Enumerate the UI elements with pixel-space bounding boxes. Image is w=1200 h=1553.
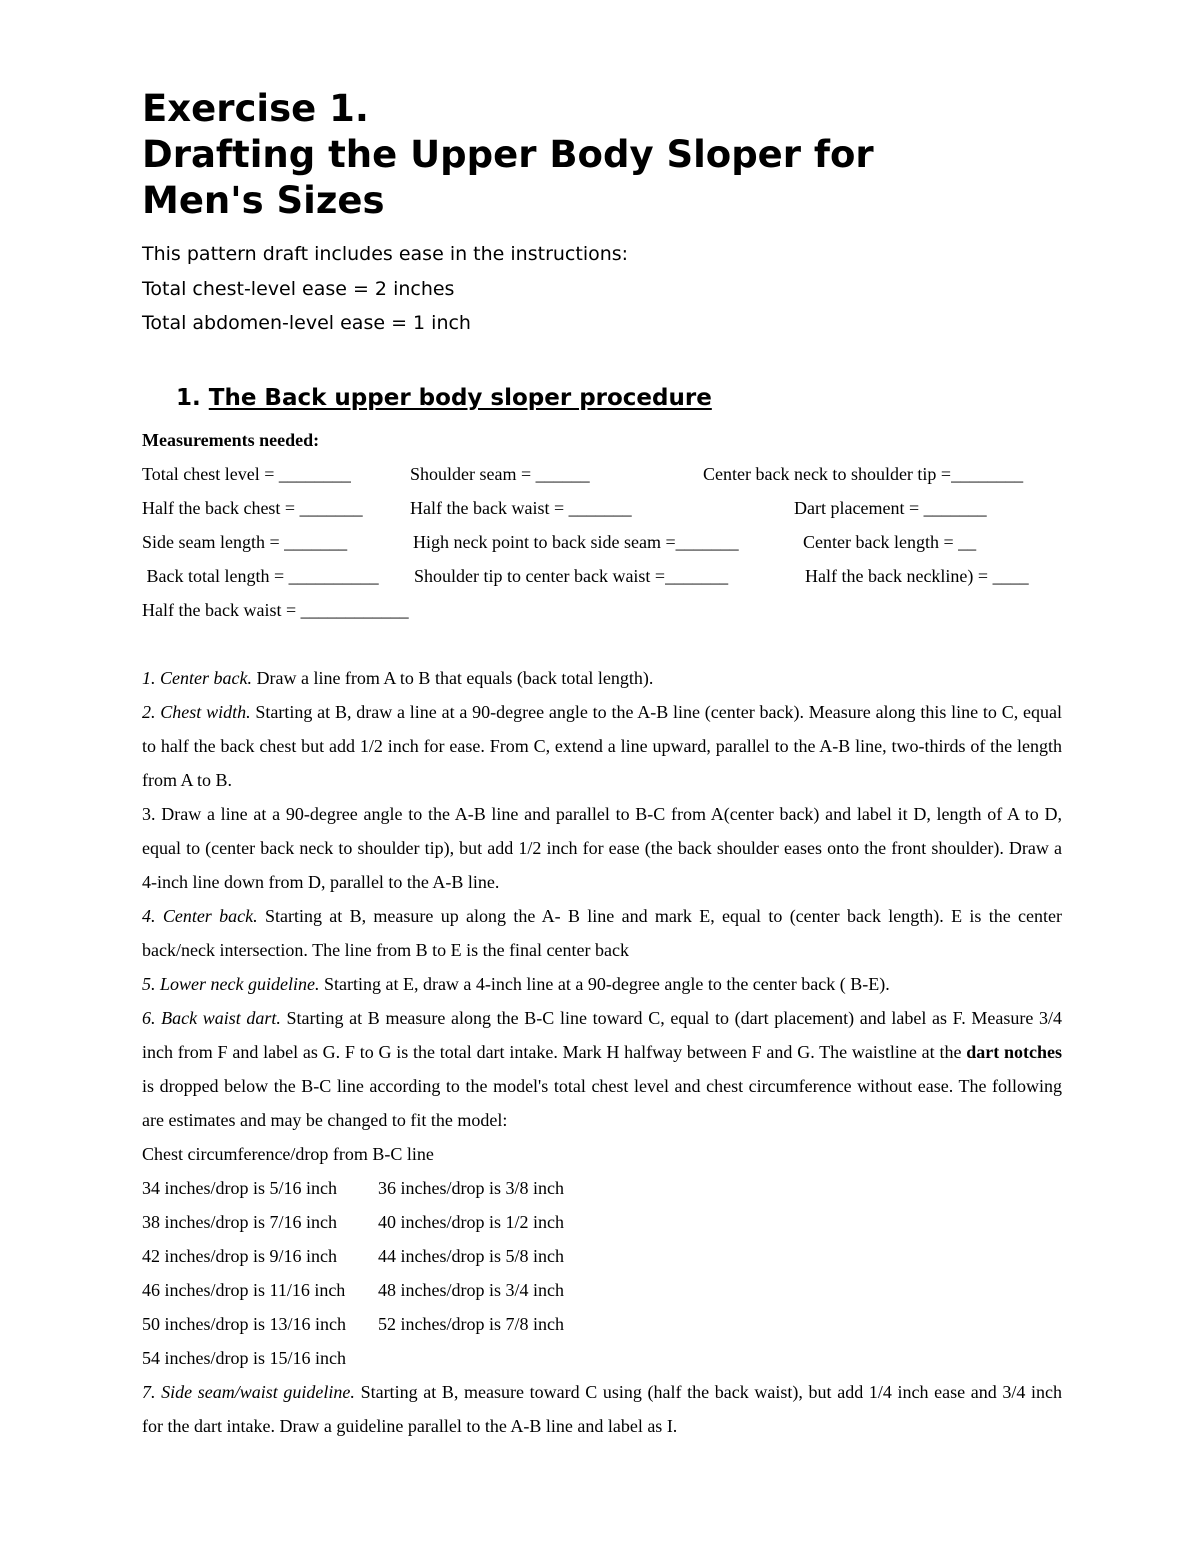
- measurement-field: Center back neck to shoulder tip =________: [703, 464, 1024, 484]
- drop-row: [142, 1341, 1062, 1375]
- intro-line-1: This pattern draft includes ease in the instructions:: [142, 243, 629, 265]
- drop-entry: 38 inches/drop is 7/16 inch: [142, 1212, 337, 1232]
- drop-entry: 44 inches/drop is 5/8 inch: [378, 1246, 564, 1266]
- step-2: [142, 695, 1062, 797]
- step-7-lead: 7. Side seam/waist guideline.: [142, 1382, 355, 1402]
- step-5: [142, 967, 1062, 1001]
- measurement-field: Dart placement = _______: [794, 498, 987, 518]
- drop-heading: Chest circumference/drop from B-C line: [142, 1144, 434, 1164]
- step-6-lead: 6. Back waist dart.: [142, 1008, 281, 1028]
- drop-entry: 34 inches/drop is 5/16 inch: [142, 1178, 337, 1198]
- measurement-row: [142, 593, 1062, 627]
- title-line-1: Exercise 1.: [142, 87, 369, 130]
- drop-entry: 46 inches/drop is 11/16 inch: [142, 1280, 346, 1300]
- intro-line-3: Total abdomen-level ease = 1 inch: [142, 312, 471, 334]
- document-body: [142, 423, 1062, 1443]
- intro-block: [142, 239, 1102, 343]
- measurement-field: Half the back neckline) = ____: [805, 566, 1029, 586]
- step-3: [142, 797, 1062, 899]
- step-1-lead: 1. Center back.: [142, 668, 252, 688]
- drop-entry: 36 inches/drop is 3/8 inch: [378, 1178, 564, 1198]
- measurement-row: [142, 491, 1062, 525]
- drop-row: [142, 1273, 1062, 1307]
- drop-entry: 40 inches/drop is 1/2 inch: [378, 1212, 564, 1232]
- step-1-text: Draw a line from A to B that equals (back total length).: [251, 668, 654, 688]
- measurement-row: [142, 559, 1062, 593]
- intro-line-2: Total chest-level ease = 2 inches: [142, 277, 455, 300]
- step-6-text-a: Starting at B measure along the B-C line toward C, equal to (dart placement) and label as F. Measure 3/4 inch from F and label as G. F to G is the total dart intake. Mark H halfway between F and G. The waistline at the: [142, 1008, 1062, 1062]
- step-6-bold: dart notches: [966, 1042, 1062, 1062]
- drop-entry: 52 inches/drop is 7/8 inch: [378, 1314, 564, 1334]
- measurement-field: Shoulder tip to center back waist =_______: [414, 566, 729, 586]
- section-title: The Back upper body sloper procedure: [208, 385, 712, 411]
- title-line-2: Drafting the Upper Body Sloper for: [142, 133, 874, 176]
- step-2-text: Starting at B, draw a line at a 90-degree angle to the A-B line (center back). Measure along this line to C, equal to half the back chest but add 1/2 inch for ease. From C, extend a line upward, parallel to the A-B line, two-thirds of the length from A to B.: [142, 702, 1062, 790]
- measurement-field: Half the back chest = _______: [142, 498, 363, 518]
- step-4-lead: 4. Center back.: [142, 906, 258, 926]
- step-7: [142, 1375, 1062, 1443]
- measurement-field: Back total length = __________: [142, 566, 379, 586]
- step-6: [142, 1001, 1062, 1137]
- drop-row: [142, 1171, 1062, 1205]
- measurement-row: [142, 525, 1062, 559]
- drop-row: [142, 1307, 1062, 1341]
- measurement-field: Total chest level = ________: [142, 464, 351, 484]
- step-2-lead: 2. Chest width.: [142, 702, 251, 722]
- measurement-field: Center back length = __: [803, 532, 977, 552]
- measurement-field: Half the back waist = ____________: [142, 600, 409, 620]
- step-4: [142, 899, 1062, 967]
- step-6-text-b: is dropped below the B-C line according to the model's total chest level and chest circumference without ease. The following are estimates and may be changed to fit the model:: [142, 1076, 1062, 1130]
- step-4-text: Starting at B, measure up along the A- B line and mark E, equal to (center back length). E is the center back/neck intersection. The line from B to E is the final center back: [142, 906, 1063, 960]
- step-1: [142, 661, 1062, 695]
- measurement-field: Shoulder seam = ______: [410, 464, 590, 484]
- measurements-label: Measurements needed:: [142, 430, 320, 450]
- measurement-field: Half the back waist = _______: [410, 498, 632, 518]
- drop-row: [142, 1205, 1062, 1239]
- title-line-3: Men's Sizes: [142, 179, 385, 222]
- drop-row: [142, 1239, 1062, 1273]
- measurement-row: [142, 457, 1062, 491]
- document-title: [142, 86, 1102, 224]
- spacer: [142, 627, 1062, 661]
- step-5-text: Starting at E, draw a 4-inch line at a 90-degree angle to the center back ( B-E).: [319, 974, 890, 994]
- step-7-text: Starting at B, measure toward C using (half the back waist), but add 1/4 inch ease and 3/4 inch for the dart intake. Draw a guideline parallel to the A-B line and label as I.: [142, 1382, 1063, 1436]
- drop-entry: 48 inches/drop is 3/4 inch: [378, 1280, 564, 1300]
- drop-entry: 54 inches/drop is 15/16 inch: [142, 1348, 346, 1368]
- section-number: 1.: [176, 385, 201, 411]
- measurement-field: Side seam length = _______: [142, 532, 348, 552]
- drop-entry: 42 inches/drop is 9/16 inch: [142, 1246, 337, 1266]
- step-5-lead: 5. Lower neck guideline.: [142, 974, 320, 994]
- section-heading: [176, 382, 712, 414]
- step-3-text: 3. Draw a line at a 90-degree angle to the A-B line and parallel to B-C from A(center back) and label it D, length of A to D, equal to (center back neck to shoulder tip), but add 1/2 inch for ease (the back shoulder eases onto the front shoulder). Draw a 4-inch line down from D, parallel to the A-B line.: [142, 804, 1062, 892]
- measurement-field: High neck point to back side seam =_______: [413, 532, 739, 552]
- drop-entry: 50 inches/drop is 13/16 inch: [142, 1314, 346, 1334]
